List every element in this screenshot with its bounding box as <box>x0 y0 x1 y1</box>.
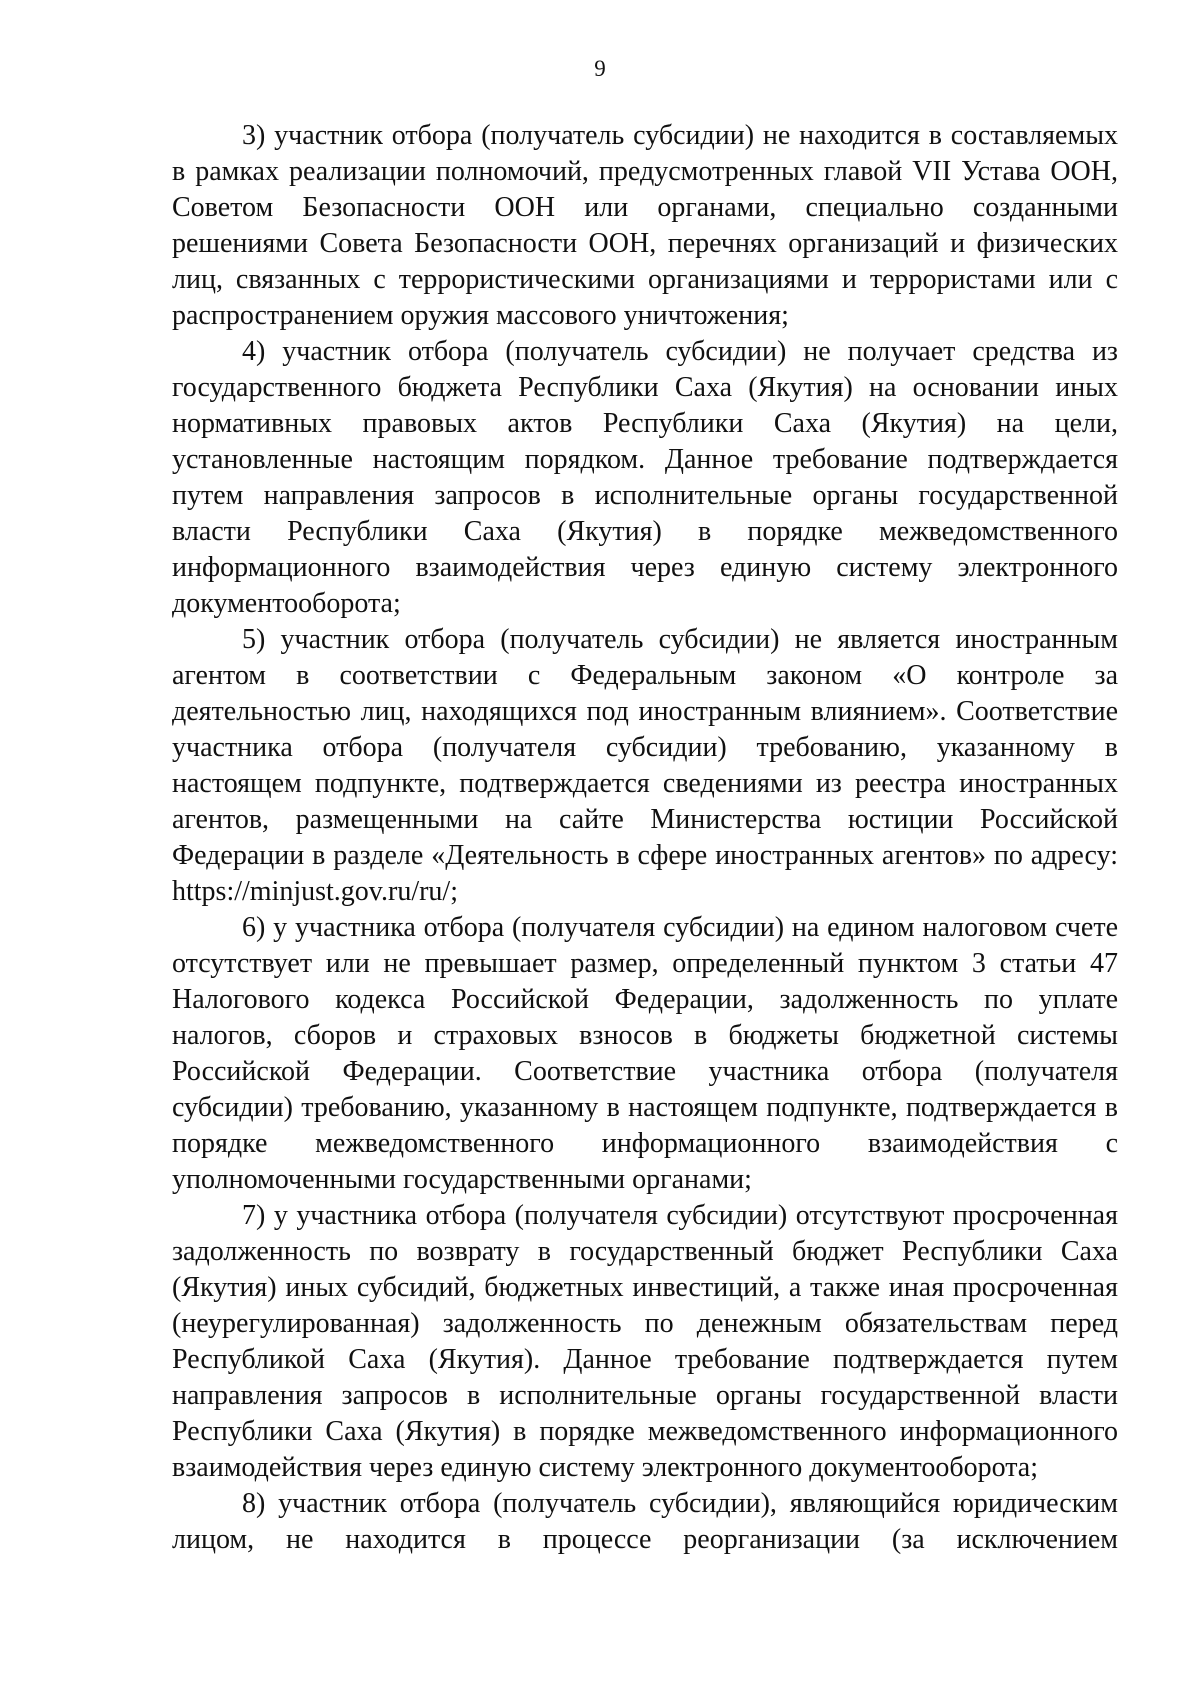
text-line: власти Республики Саха (Якутия) в порядке межведомственного <box>172 516 1118 547</box>
text-line: уполномоченными государственными органами; <box>172 1164 752 1195</box>
text-line: 3) участник отбора (получатель субсидии) не находится в составляемых <box>242 120 1118 151</box>
text-line: Российской Федерации. Соответствие участника отбора (получателя <box>172 1056 1118 1087</box>
text-line: информационного взаимодействия через единую систему электронного <box>172 552 1118 583</box>
text-line: деятельностью лиц, находящихся под иностранным влиянием». Соответствие <box>172 696 1118 727</box>
text-line: лиц, связанных с террористическими организациями и террористами или с <box>172 264 1118 295</box>
text-line: 6) у участника отбора (получателя субсидии) на едином налоговом счете <box>242 912 1118 943</box>
text-line: Республики Саха (Якутия) в порядке межведомственного информационного <box>172 1416 1118 1447</box>
text-line: путем направления запросов в исполнительные органы государственной <box>172 480 1118 511</box>
text-line: агентов, размещенными на сайте Министерства юстиции Российской <box>172 804 1118 835</box>
text-line: 5) участник отбора (получатель субсидии) не является иностранным <box>242 624 1118 655</box>
text-line: нормативных правовых актов Республики Саха (Якутия) на цели, <box>172 408 1118 439</box>
text-line: https://minjust.gov.ru/ru/; <box>172 876 458 907</box>
text-line: распространением оружия массового уничтожения; <box>172 300 789 331</box>
text-line: решениями Совета Безопасности ООН, перечнях организаций и физических <box>172 228 1118 259</box>
paragraph <box>172 1198 1118 1486</box>
text-line: Федерации в разделе «Деятельность в сфере иностранных агентов» по адресу: <box>172 840 1118 871</box>
text-line: настоящем подпункте, подтверждается сведениями из реестра иностранных <box>172 768 1118 799</box>
page-number: 9 <box>594 56 606 81</box>
text-line: Республикой Саха (Якутия). Данное требование подтверждается путем <box>172 1344 1118 1375</box>
text-line: (Якутия) иных субсидий, бюджетных инвестиций, а также иная просроченная <box>172 1272 1118 1303</box>
text-line: в рамках реализации полномочий, предусмотренных главой VII Устава ООН, <box>172 156 1118 187</box>
text-line: задолженность по возврату в государственный бюджет Республики Саха <box>172 1236 1118 1267</box>
text-line: лицом, не находится в процессе реорганизации (за исключением <box>172 1524 1118 1555</box>
text-line: направления запросов в исполнительные органы государственной власти <box>172 1380 1118 1411</box>
document-body <box>172 118 1118 1558</box>
paragraph <box>172 1486 1118 1558</box>
text-line: Советом Безопасности ООН или органами, специально созданными <box>172 192 1118 223</box>
text-line: участника отбора (получателя субсидии) требованию, указанному в <box>172 732 1118 763</box>
text-line: 7) у участника отбора (получателя субсидии) отсутствуют просроченная <box>242 1200 1118 1231</box>
paragraph <box>172 118 1118 334</box>
text-line: государственного бюджета Республики Саха (Якутия) на основании иных <box>172 372 1118 403</box>
text-line: взаимодействия через единую систему электронного документооборота; <box>172 1452 1038 1483</box>
paragraph <box>172 334 1118 622</box>
text-line: Налогового кодекса Российской Федерации, задолженность по уплате <box>172 984 1118 1015</box>
text-line: субсидии) требованию, указанному в настоящем подпункте, подтверждается в <box>172 1092 1118 1123</box>
text-line: порядке межведомственного информационного взаимодействия с <box>172 1128 1118 1159</box>
paragraph <box>172 910 1118 1198</box>
text-line: установленные настоящим порядком. Данное требование подтверждается <box>172 444 1118 475</box>
text-line: (неурегулированная) задолженность по денежным обязательствам перед <box>172 1308 1118 1339</box>
paragraph <box>172 622 1118 910</box>
text-line: отсутствует или не превышает размер, определенный пунктом 3 статьи 47 <box>172 948 1118 979</box>
text-line: документооборота; <box>172 588 401 619</box>
text-line: налогов, сборов и страховых взносов в бюджеты бюджетной системы <box>172 1020 1118 1051</box>
text-line: 8) участник отбора (получатель субсидии), являющийся юридическим <box>242 1488 1118 1519</box>
text-line: агентом в соответствии с Федеральным законом «О контроле за <box>172 660 1118 691</box>
text-line: 4) участник отбора (получатель субсидии) не получает средства из <box>242 336 1118 367</box>
